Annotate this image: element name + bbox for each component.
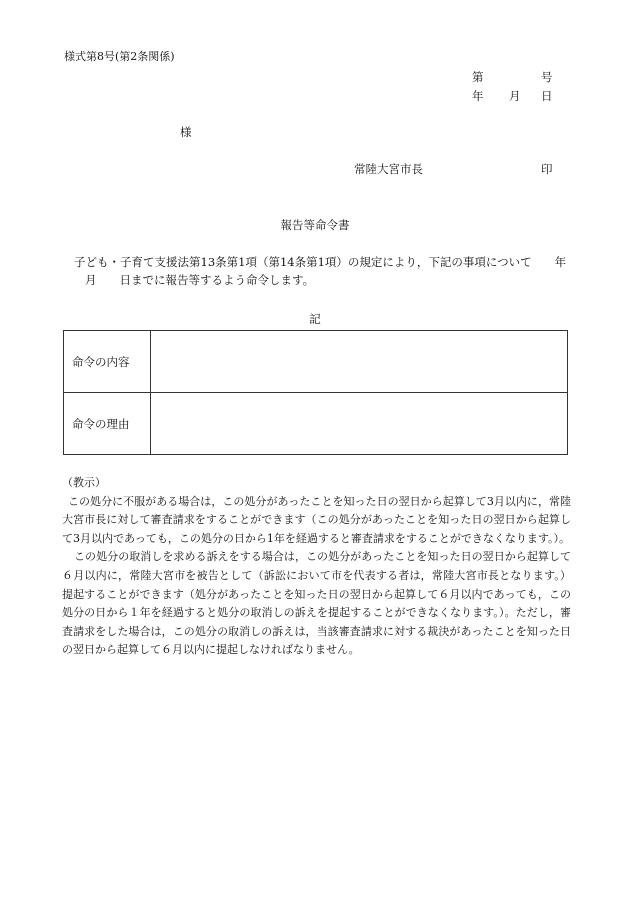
appeal-notice bbox=[62, 474, 571, 660]
notice-heading: （教示） bbox=[62, 476, 106, 489]
order-content-value[interactable] bbox=[151, 331, 568, 393]
date-day-label: 日 bbox=[541, 89, 553, 103]
body-text-line2: 月 日までに報告等するよう命令します。 bbox=[85, 273, 315, 287]
form-id: 様式第8号(第2条関係) bbox=[64, 50, 175, 63]
notice-paragraph-lawsuit: この処分の取消しを求める訴えをする場合は，この処分があったことを知った日の翌日から起算して６月以内に，常陸大宮市を被告として（訴訟において市を代表する者は，常陸大宮市長となります。）提起することができます（処分があったことを知った日の翌日から起算して６月以内であっても，この処分の日から１年を経過すると処分の取消しの訴えを提起することができなくなります。）。ただし，審査請求をした場合は，この処分の取消しの訴えは，当該審査請求に対する裁決があったことを知った日の翌日から起算して６月以内に提起しなければなりません。 bbox=[62, 550, 571, 657]
table-row bbox=[64, 393, 568, 455]
ki-heading: 記 bbox=[309, 312, 321, 326]
seal-mark: 印 bbox=[541, 162, 553, 176]
addressee-honorific: 様 bbox=[180, 125, 192, 139]
order-reason-label: 命令の理由 bbox=[64, 393, 151, 455]
date-month-label: 月 bbox=[509, 89, 521, 103]
document-number-suffix: 号 bbox=[541, 70, 553, 84]
notice-paragraph-review: この処分に不服がある場合は，この処分があったことを知った日の翌日から起算して3月以内に，常陸大宮市長に対して審査請求をすることができます（この処分があったことを知った日の翌日から起算して3月以内であっても，この処分の日から1年を経過すると審査請求をすることができなくなります。）。 bbox=[62, 494, 571, 545]
document-number-prefix: 第 bbox=[472, 70, 484, 84]
body-text-line1: 子ども・子育て支援法第13条第1項（第14条第1項）の規定により，下記の事項について 年 bbox=[74, 255, 567, 269]
order-details-table bbox=[63, 330, 568, 455]
order-content-label: 命令の内容 bbox=[64, 331, 151, 393]
date-year-label: 年 bbox=[472, 89, 484, 103]
table-row bbox=[64, 331, 568, 393]
document-title: 報告等命令書 bbox=[280, 218, 350, 232]
order-reason-value[interactable] bbox=[151, 393, 568, 455]
issuer-name: 常陸大宮市長 bbox=[354, 162, 423, 176]
